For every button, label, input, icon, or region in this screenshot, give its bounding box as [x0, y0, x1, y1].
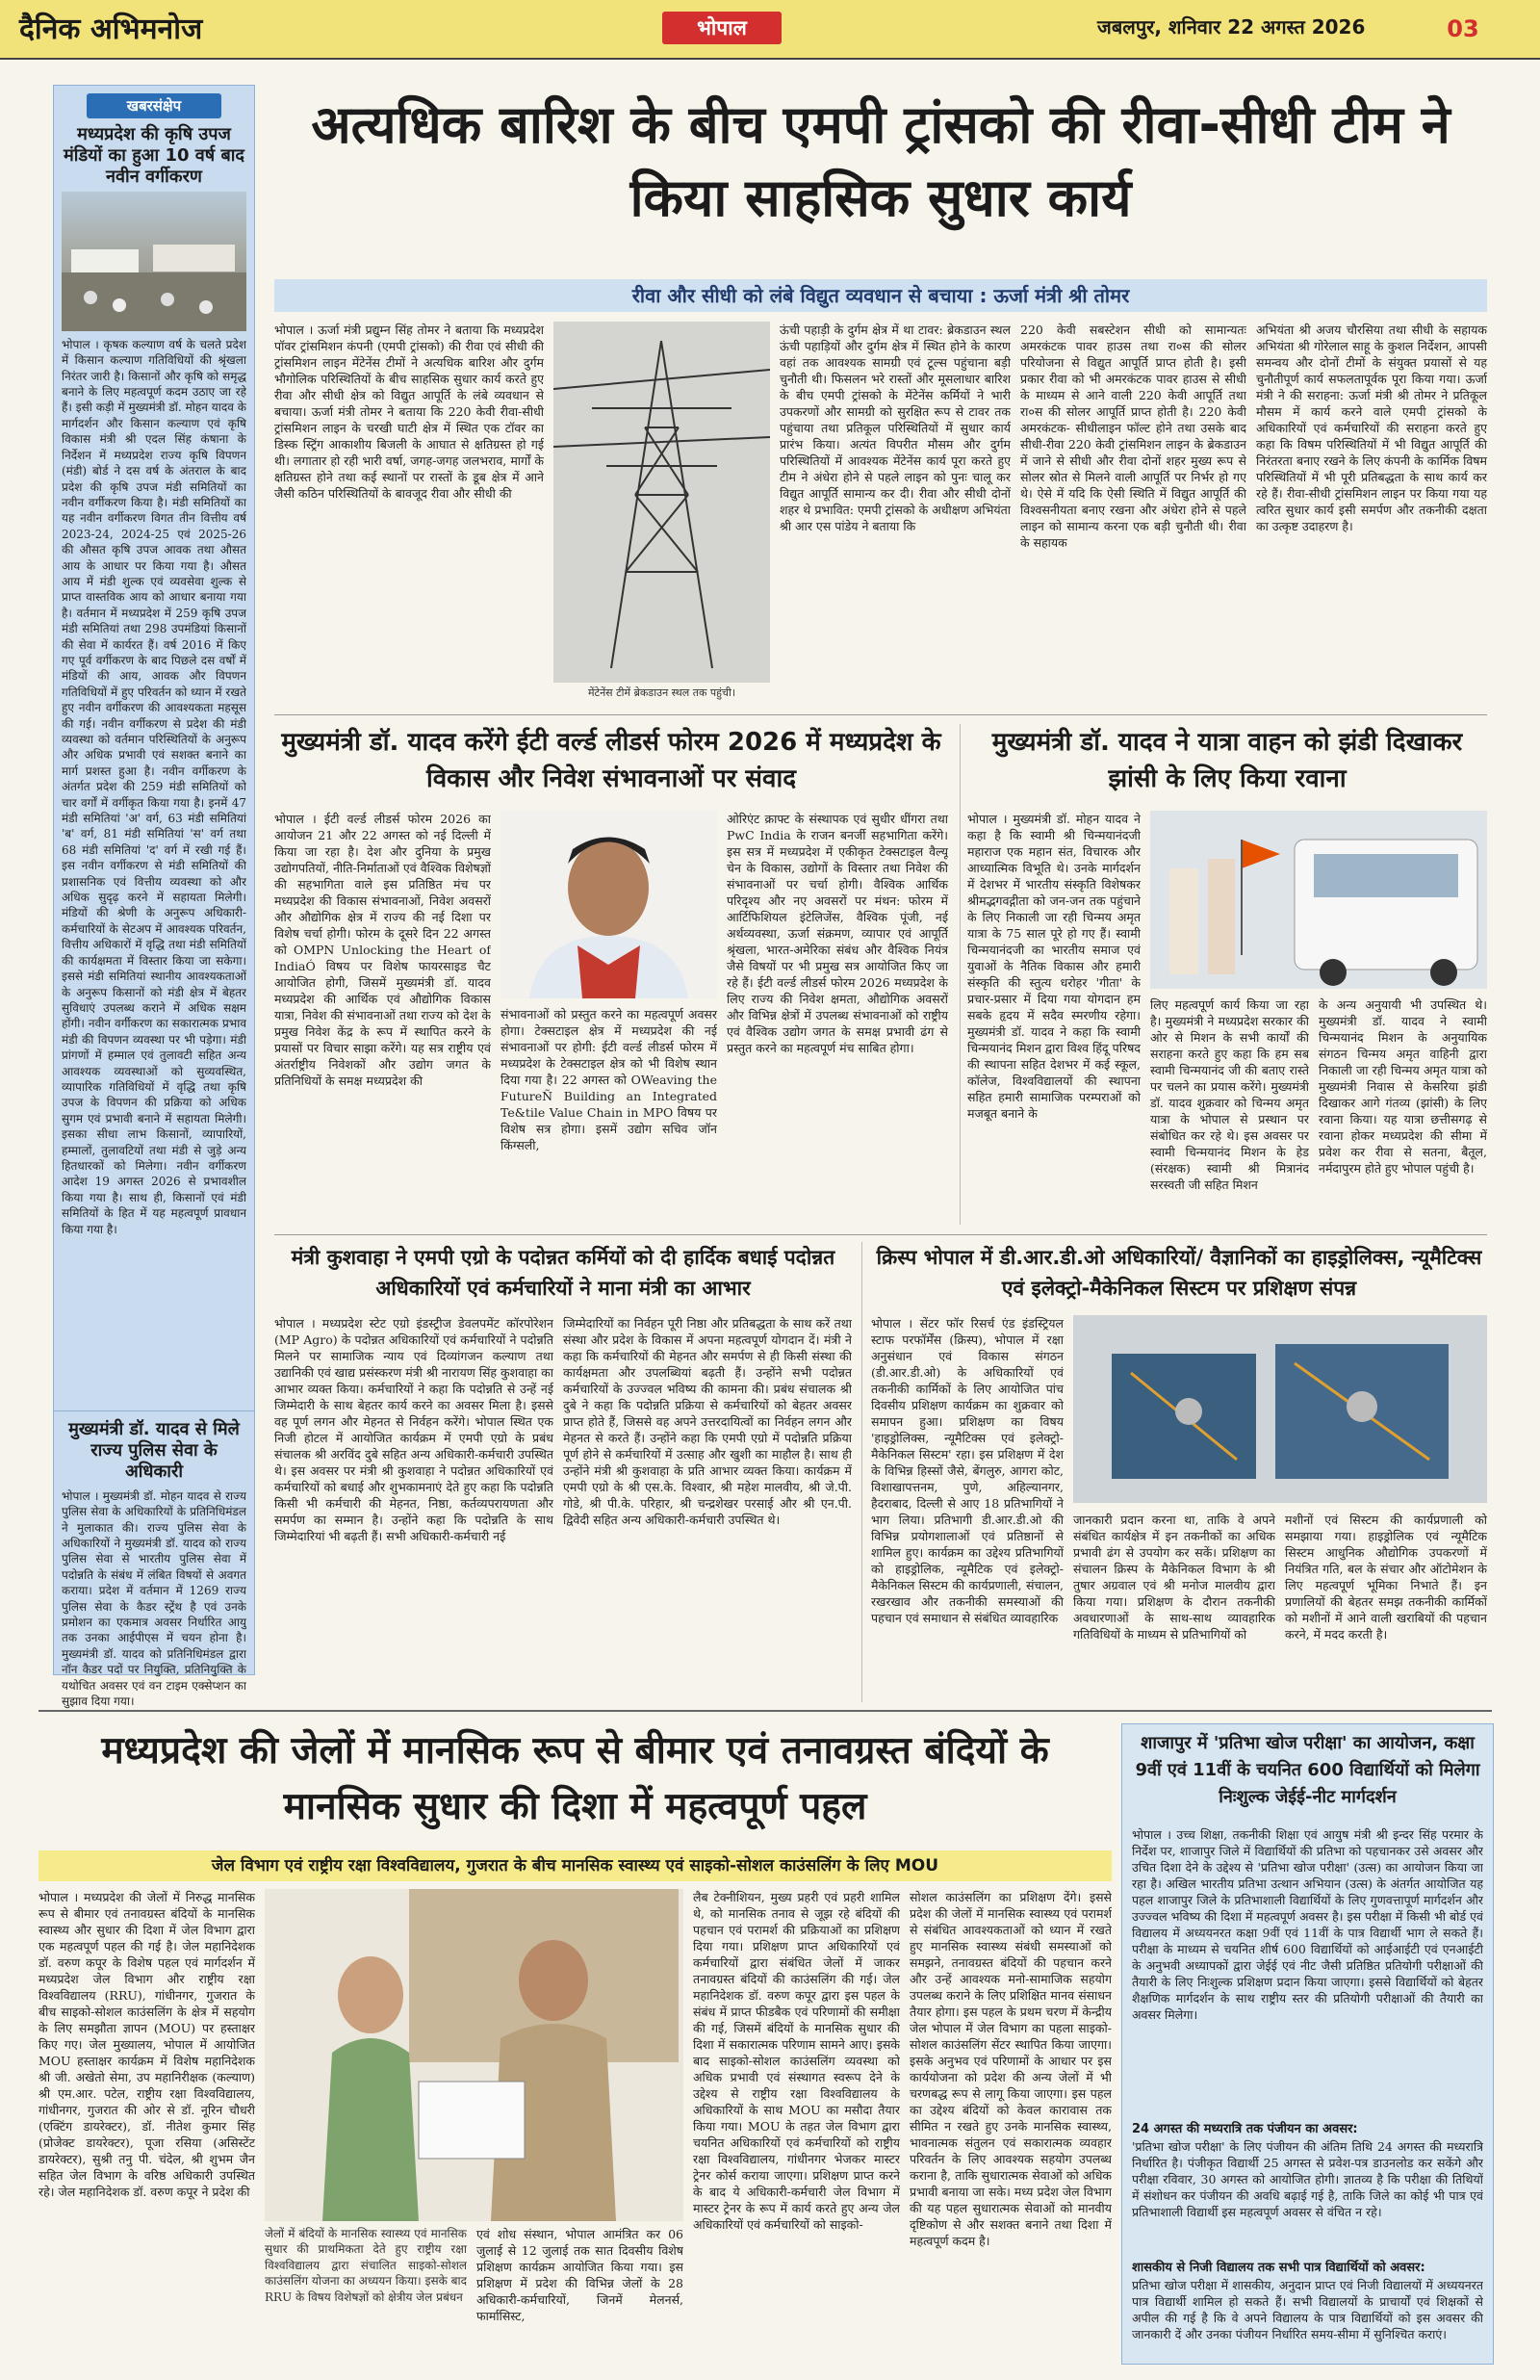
jail-col4: सोशल काउंसलिंग का प्रशिक्षण देंगे। इससे प्रदेश की जेलों में मानसिक स्वास्थ्य एवं परामर्श से संबंधित आवश्यकताओं को ध्यान में रखते हुए मानसिक स्वास्थ्य संबंधी समस्याओं को समझने, तनावग्रस्त बंदियों की पहचान करने और उन्हें आवश्यक मनो-सामाजिक सहयोग उपलब्ध कराने के लिए प्रशिक्षित मानव संसाधन तैयार होगा। इस पहल के प्रथम चरण में केन्द्रीय जेल भोपाल में जेल विभाग का पहला साइको-सोशल काउंसलिंग सेंटर स्थापित किया जाएगा। इसके अनुभव एवं परिणामों के आधार पर इस कार्ययोजना को प्रदेश की अन्य जेलों में भी चरणबद्ध रूप से लागू किया जाएगा। इस पहल का उद्देश्य बंदियों को केवल कारावास तक सीमित न रखते हुए उनके मानसिक स्वास्थ्य, भावनात्मक संतुलन एवं सकारात्मक व्यवहार परिवर्तन के लिए आवश्यक सहयोग उपलब्ध कराना है, ताकि सुधारात्मक सेवाओं को अधिक प्रभावी बनाया जा सके। मध्य प्रदेश जेल विभाग की यह पहल सुधारात्मक सेवाओं को मानवीय दृष्टिकोण से और सशक्त बनाने तथा दिशा में महत्वपूर्ण कदम है।: [910, 1890, 1112, 2248]
market-photo: [62, 192, 246, 331]
tower-photo: [553, 322, 770, 683]
forum-headline: मुख्यमंत्री डॉ. यादव करेंगे ईटी वर्ल्ड लीडर्स फोरम 2026 में मध्यप्रदेश के विकास और निवेश संभावनाओं पर संवाद: [281, 728, 941, 793]
transmission-tower-graphic: [553, 322, 770, 683]
cm-portrait-graphic: [500, 811, 717, 998]
divider: [38, 1710, 1492, 1712]
shajapur-body: भोपाल । उच्च शिक्षा, तकनीकी शिक्षा एवं आयुष मंत्री श्री इन्दर सिंह परमार के निर्देश पर, शाजापुर जिले में विद्यार्थियों की प्रतिभा को पहचानकर उसे अवसर और उचित दिशा देने के उद्देश्य से 'प्रतिभा खोज परीक्षा' (उत्स) का आयोजन किया जा रहा है। अखिल भारतीय प्रतिभा उत्थान अभियान (उत्स) के अंतर्गत आयोजित यह पहल शाजापुर जिले के प्रतिभाशाली विद्यार्थियों के लिए गुणवत्तापूर्ण मार्गदर्शन और उज्ज्वल भविष्य की दिशा में महत्वपूर्ण अवसर है। इस परीक्षा में किसी भी बोर्ड एवं विद्यालय में अध्ययनरत कक्षा 9वीं एवं 11वीं के पात्र विद्यार्थी भाग ले सकते हैं। परीक्षा के माध्यम से चयनित शीर्ष 600 विद्यार्थियों को आईआईटी एवं एनआईटी के अनुभवी अध्यापकों द्वारा जेईई एवं नीट जैसी प्रतिष्ठित प्रतियोगी परीक्षाओं की तैयारी के लिए निःशुल्क प्रशिक्षण प्रदान किया जाएगा। इससे विद्यार्थियों को बेहतर शैक्षणिक मार्गदर्शन के साथ राष्ट्रीय स्तर की प्रतियोगी परीक्षाओं की तैयारी का अवसर मिलेगा।: [1132, 1827, 1483, 2022]
lead-col2: ऊंची पहाड़ी के दुर्गम क्षेत्र में था टावर: ब्रेकडाउन स्थल ऊंची पहाड़ियों और दुर्गम क्षेत्र में स्थित होने के कारण वहां तक आवश्यक सामग्री एवं टूल्स पहुंचाना बड़ी चुनौती थी। फिसलन भरे रास्तों और मूसलाधार बारिश के बीच एमपी ट्रांसको के मेंटेनेंस कर्मियों ने भारी उपकरणों और सामग्री को सुरक्षित रूप से टावर तक पहुंचाया तथा प्रतिकूल परिस्थितियों में सुधार कार्य प्रारंभ किया। अत्यंत विपरीत मौसम और दुर्गम परिस्थितियों में आवश्यक मेंटेनेंस कार्य पूरा करते हुए टीम ने अंधेरा होने से पहले लाइन को पुनः चालू कर विद्युत आपूर्ति सामान्य कर दी। रीवा और सीधी दोनों शहर थे प्रभावित: एमपी ट्रांसको के अधीक्षण अभियंता श्री आर एस पांडेय ने बताया कि: [780, 323, 1011, 533]
divider: [960, 724, 961, 1225]
sidebar-story2-body: भोपाल । मुख्यमंत्री डॉ. मोहन यादव से राज्य पुलिस सेवा के अधिकारियों के प्रतिनिधिमंडल ने मुलाकात की। राज्य पुलिस सेवा के अधिकारियों ने मुख्यमंत्री डॉ. यादव को राज्य पुलिस सेवा से भारतीय पुलिस सेवा में पदोन्नति के संबंध में लंबित विषयों से अवगत कराया। प्रदेश में वर्तमान में 1269 राज्य पुलिस सेवा के कैडर स्ट्रेंथ है एवं उनके प्रमोशन का एकमात्र अवसर निर्धारित आयु तक उनका आईपीएस में चयन होना है। मुख्यमंत्री डॉ. यादव को प्रतिनिधिमंडल द्वारा नॉन कैडर पदों पर नियुक्ति, प्रतिनियुक्ति के यथोचित अवसर एवं वन टाइम एक्सेप्शन का सुझाव दिया गया।: [62, 1488, 246, 1708]
jhansi-col3: के अन्य अनुयायी भी उपस्थित थे। मुख्यमंत्री डॉ. यादव ने स्वामी चिन्मयानंद मिशन के अनुयायिक संगठन चिन्मय अमृत वाहिनी द्वारा निकाली जा रही चिन्मय अमृत यात्रा को मुख्यमंत्री निवास से केसरिया झंडी दिखाकर आगे गंतव्य (झांसी) के लिए रवाना किया। यह यात्रा छत्तीसगढ़ से रवाना होकर मध्यप्रदेश की सीमा में प्रवेश कर रीवा से सतना, बैतूल, नर्मदापुरम होते हुए भोपाल पहुंची है।: [1319, 997, 1487, 1176]
jail-col2: एवं शोध संस्थान, भोपाल आमंत्रित कर 06 जुलाई से 12 जुलाई तक सात दिवसीय विशेष प्रशिक्षण कार्यक्रम आयोजित किया गया। इस प्रशिक्षण में प्रदेश की विभिन्न जेलों के 28 अधिकारी-कर्मचारियों, जिनमें मेलनर्स, फार्मासिस्ट,: [476, 2227, 683, 2323]
tower-photo-caption: मेंटेनेंस टीमें ब्रेकडाउन स्थल तक पहुंची।: [587, 686, 736, 699]
mou-photo-caption: जेलों में बंदियों के मानसिक स्वास्थ्य एवं मानसिक सुधार की प्राथमिकता देते हुए राष्ट्रीय रक्षा विश्वविद्यालय द्वारा संचालित साइको-सोशल काउंसलिंग योजना का अध्ययन किया। इसके बाद RRU के विषय विशेषज्ञों को क्षेत्रीय जेल प्रबंधन: [265, 2227, 467, 2304]
yatra-vehicle-graphic: [1150, 811, 1487, 989]
crisp-col3: मशीनों एवं सिस्टम की कार्यप्रणाली को समझाया गया। हाइड्रोलिक एवं न्यूमैटिक सिस्टम आधुनिक औद्योगिक उपकरणों में नियंत्रित गति, बल के संचार और ऑटोमेशन के लिए महत्वपूर्ण भूमिका निभाते हैं। इन प्रणालियों की बेहतर समझ तकनीकी कार्मिकों को मशीनों में आने वाली खराबियों की पहचान करने, में मदद करती है।: [1285, 1513, 1487, 1642]
jhansi-col1: भोपाल । मुख्यमंत्री डॉ. मोहन यादव ने कहा है कि स्वामी श्री चिन्मयानंदजी महाराज एक महान संत, विचारक और आध्यात्मिक विभूति थे। उनके मार्गदर्शन में देशभर में भारतीय संस्कृति विशेषकर श्रीमद्भगवद्गीता को जन-जन तक पहुंचाने के लिए निकाली जा रही चिन्मय अमृत यात्रा के 75 साल पूरे हो गए हैं। स्वामी चिन्मयानंदजी का भारतीय समाज एवं युवाओं के नैतिक विकास और हमारी संस्कृति की स्तुत्य धरोहर 'गीता' के प्रचार-प्रसार में दिया गया योगदान हम सबके हृदय में सदैव स्मरणीय रहेगा। मुख्यमंत्री डॉ. यादव ने कहा कि स्वामी चिन्मयानंद मिशन द्वारा विश्व हिंदू परिषद की स्थापना सहित देशभर में कई स्कूल, कॉलेज, विश्वविद्यालयों की स्थापना सहित हमारी सामाजिक परम्पराओं को मजबूत बनाने के: [967, 812, 1141, 1121]
sidebar: [53, 85, 255, 1708]
crisp-col2: जानकारी प्रदान करना था, ताकि वे अपने संबंधित कार्यक्षेत्र में इन तकनीकों का अधिक प्रभावी ढंग से उपयोग कर सकें। प्रशिक्षण का संचालन क्रिस्प के मैकेनिकल विभाग के श्री तुषार अग्रवाल एवं श्री मनोज मालवीय द्वारा किया गया। प्रशिक्षण के दौरान तकनीकी अवधारणाओं के साथ-साथ व्यावहारिक गतिविधियों के माध्यम से प्रतिभागियों को: [1073, 1513, 1275, 1642]
shajapur-body2: 'प्रतिभा खोज परीक्षा' के लिए पंजीयन की अंतिम तिथि 24 अगस्त की मध्यरात्रि निर्धारित है। पंजीकृत विद्यार्थी 25 अगस्त से प्रवेश-पत्र डाउनलोड कर सकेंगे और परीक्षा रविवार, 30 अगस्त को आयोजित होगी। ज्ञातव्य है कि परीक्षा की तिथियों में संशोधन कर पंजीयन की अवधि बढ़ाई गई है, ताकि जिले का कोई भी पात्र एवं प्रतिभाशाली विद्यार्थी इस महत्वपूर्ण अवसर से वंचित न रहे।: [1132, 2139, 1483, 2219]
jail-col1: भोपाल । मध्यप्रदेश की जेलों में निरुद्ध मानसिक रूप से बीमार एवं तनावग्रस्त बंदियों के मानसिक स्वास्थ्य और सुधार की दिशा में जेल विभाग द्वारा एक महत्वपूर्ण पहल की गई है। जेल महानिदेशक डॉ. वरुण कपूर के विशेष पहल एवं मार्गदर्शन में मध्यप्रदेश जेल विभाग और राष्ट्रीय रक्षा विश्वविद्यालय (RRU), गांधीनगर, गुजरात के बीच साइको-सोशल काउंसलिंग के क्षेत्र में सहयोग के लिए समझौता ज्ञापन (MOU) पर हस्ताक्षर किए गए। जेल मुख्यालय, भोपाल में आयोजित MOU हस्ताक्षर कार्यक्रम में विशेष महानिदेशक श्री जी. अखेतो सेमा, उप महानिरीक्षक (कल्याण) श्री एम.आर. पटेल, राष्ट्रीय रक्षा विश्वविद्यालय, गांधीनगर, गुजरात की ओर से डॉ. नूरिन चौधरी (एक्टिंग डायरेक्टर), डॉ. नीतेश कुमार सिंह (प्रोजेक्ट डायरेक्टर), पूजा रसिया (असिस्टेंट डायरेक्टर), सुश्री तनु पी. चंदेल, श्री शुभम जैन सहित जेल विभाग के वरिष्ठ अधिकारी उपस्थित रहे। जेल महानिदेशक डॉ. वरुण कपूर ने प्रदेश की: [38, 1890, 255, 2199]
mou-signing-photo: [265, 1889, 683, 2221]
training-lab-graphic: [1073, 1315, 1487, 1503]
crisp-col1: भोपाल । सेंटर फॉर रिसर्च एंड इंडस्ट्रियल स्टाफ परफॉर्मेंस (क्रिस्प), भोपाल में रक्षा अनुसंधान एवं विकास संगठन (डी.आर.डी.ओ) के अधिकारियों एवं तकनीकी कार्मिकों के लिए आयोजित पांच दिवसीय प्रशिक्षण कार्यक्रम का शुक्रवार को समापन हुआ। प्रशिक्षण का विषय 'हाइड्रोलिक्स, न्यूमैटिक्स एवं इलेक्ट्रो-मैकेनिकल सिस्टम' रहा। इस प्रशिक्षण में देश के विभिन्न हिस्सों जैसे, बेंगलुरु, आगरा कोट, विशाखापत्तनम, पुणे, अहिल्यानगर, हैदराबाद, दिल्ली से आए 18 प्रतिभागियों ने भाग लिया। प्रतिभागी डी.आर.डी.ओ की विभिन्न प्रयोगशालाओं एवं प्रतिष्ठानों से शामिल हुए। कार्यक्रम का उद्देश्य प्रतिभागियों को हाइड्रोलिक, न्यूमैटिक एवं इलेक्ट्रो-मैकेनिकल सिस्टम की कार्यप्रणाली, संचालन, रखरखाव और तकनीकी समस्याओं की पहचान एवं समाधान से संबंधित व्यावहारिक: [871, 1316, 1064, 1625]
lead-col1: भोपाल । ऊर्जा मंत्री प्रद्युम्न सिंह तोमर ने बताया कि मध्यप्रदेश पॉवर ट्रांसमिशन कंपनी (एमपी ट्रांसको) की रीवा एवं सीधी की ट्रांसमिशन लाइन मेंटेनेंस टीमों ने अत्यधिक बारिश और दुर्गम भौगोलिक परिस्थितियों के बीच साहसिक सुधार कार्य करते हुए रीवा और सीधी क्षेत्र को विद्युत आपूर्ति के लंबे व्यवधान से बचाया। ऊर्जा मंत्री तोमर ने बताया कि 220 केवी रीवा-सीधी ट्रांसमिशन लाइन के चरखी घाटी क्षेत्र में स्थित एक टॉवर का डिस्क स्ट्रिंग आकाशीय बिजली के आघात से क्षतिग्रस्त हो गई थी। लगातार हो रही भारी वर्षा, जगह-जगह जलभराव, मार्गों के क्षतिग्रस्त होने तथा कई स्थानों पर रास्तों के डूब क्षेत्र में आने जैसी कठिन परिस्थितियों के बावजूद रीवा और सीधी की: [274, 323, 544, 501]
mpagro-col2: जिम्मेदारियों का निर्वहन पूरी निष्ठा और प्रतिबद्धता के साथ करें तथा संस्था और प्रदेश के विकास में अपना महत्वपूर्ण योगदान दें। मंत्री ने कहा कि कर्मचारियों की मेहनत और समर्पण से ही किसी संस्था की कार्यक्षमता और उपलब्धियां बढ़ती हैं। उन्होंने सभी पदोन्नत कर्मचारियों के उज्ज्वल भविष्य की कामना की। प्रबंध संचालक श्री दुबे ने कहा कि पदोन्नति प्रक्रिया से कर्मचारियों को बेहतर अवसर प्राप्त होते हैं, जिससे वह अपने उत्तरदायित्वों का निर्वहन लगन और मेहनत से करते हैं। उन्होंने कहा कि एमपी एग्रो में पदोन्नति प्रक्रिया पूर्ण होने से कर्मचारियों में उत्साह और खुशी का माहौल है। साथ ही उन्होंने मंत्री श्री कुशवाहा के प्रति आभार व्यक्त किया। कार्यक्रम में एमपी एग्रो के श्री एस.के. विश्वार, श्री महेश मालवीय, श्री जे.पी. गोडे, श्री पी.के. परिहार, श्री चन्द्रशेखर परसाई और श्री एन.पी. द्विवेदी सहित अन्य अधिकारी-कर्मचारी उपस्थित थे।: [563, 1316, 852, 1527]
sidebar-tag: खबरसंक्षेप: [87, 93, 221, 118]
shajapur-box: [1121, 1723, 1494, 2365]
mou-signing-graphic: [265, 1889, 683, 2221]
dateline: जबलपुर, शनिवार 22 अगस्त 2026: [1097, 15, 1366, 39]
lead-subhead-band: [274, 279, 1487, 312]
shajapur-sub1: 24 अगस्त की मध्यरात्रि तक पंजीयन का अवसर:: [1132, 2122, 1358, 2136]
lead-subhead: रीवा और सीधी को लंबे विद्युत व्यवधान से बचाया : ऊर्जा मंत्री श्री तोमर: [631, 284, 1130, 307]
divider: [274, 714, 1487, 715]
training-lab-photo: [1073, 1315, 1487, 1503]
sidebar-story2-headline: मुख्यमंत्री डॉ. यादव से मिले राज्य पुलिस सेवा के अधिकारी: [54, 1410, 254, 1487]
forum-col2: संभावनाओं को प्रस्तुत करने का महत्वपूर्ण अवसर होगा। टेक्सटाइल क्षेत्र में मध्यप्रदेश की नई संभावनाओं पर होगी: ईटी वर्ल्ड लीडर्स फोरम में मध्यप्रदेश के टेक्सटाइल क्षेत्र को भी विशेष स्थान दिया गया है। 22 अगस्त को OWeaving the FutureÑ Building an Integrated Te&tile Value Chain in MPO विषय पर विशेष सत्र होगा। इसमें उद्योग सचिव जॉन किंग्सली,: [500, 1007, 717, 1152]
divider: [274, 1234, 1487, 1235]
shajapur-body3: प्रतिभा खोज परीक्षा में शासकीय, अनुदान प्राप्त एवं निजी विद्यालयों में अध्ययनरत पात्र विद्यार्थी शामिल हो सकते हैं। सभी विद्यालयों के प्राचार्यों एवं शिक्षकों से अपील की गई है कि वे अपने विद्यालय के पात्र विद्यार्थियों को इस अवसर की जानकारी दें और उनका पंजीयन निर्धारित समय-सीमा में सुनिश्चित कराएं।: [1132, 2278, 1483, 2341]
jail-headline: मध्यप्रदेश की जेलों में मानसिक रूप से बीमार एवं तनावग्रस्त बंदियों के मानसिक सुधार की दिशा में महत्वपूर्ण पहल: [101, 1729, 1049, 1828]
shajapur-sub2: शासकीय से निजी विद्यालय तक सभी पात्र विद्यार्थियों को अवसर:: [1132, 2261, 1425, 2275]
section-badge: [662, 12, 782, 44]
shajapur-headline: शाजापुर में 'प्रतिभा खोज परीक्षा' का आयोजन, कक्षा 9वीं एवं 11वीं के चयनित 600 विद्यार्थियों को मिलेगा निःशुल्क जेईई-नीट मार्गदर्शन: [1135, 1733, 1480, 1807]
cm-portrait-photo: [500, 811, 717, 998]
masthead: [0, 0, 1540, 60]
jail-col3: लैब टेक्नीशियन, मुख्य प्रहरी एवं प्रहरी शामिल थे, को मानसिक तनाव से जूझ रहे बंदियों की पहचान एवं परामर्श की प्रक्रियाओं का प्रशिक्षण दिया गया। प्रशिक्षण प्राप्त अधिकारियों एवं कर्मचारियों द्वारा संबंधित जेलों में जाकर तनावग्रस्त बंदियों की काउंसलिंग की गई। जेल महानिदेशक डॉ. वरुण कपूर द्वारा इस पहल के संबंध में प्राप्त फीडबैक एवं परिणामों की समीक्षा की गई, जिसमें बंदियों के मानसिक सुधार की दिशा में सकारात्मक परिणाम सामने आए। इसके बाद साइको-सोशल काउंसलिंग व्यवस्था को अधिक प्रभावी एवं संस्थागत स्वरूप देने के उद्देश्य से राष्ट्रीय रक्षा विश्वविद्यालय के अधिकारियों के साथ MOU का मसौदा तैयार किया गया। MOU के तहत जेल विभाग द्वारा चयनित अधिकारियों एवं कर्मचारियों को राष्ट्रीय रक्षा विश्वविद्यालय, गांधीनगर भेजकर मास्टर ट्रेनर कोर्स कराया जाएगा। प्रशिक्षण प्राप्त करने के बाद ये अधिकारी-कर्मचारी जेल विभाग में मास्टर ट्रेनर के रूप में कार्य करते हुए अन्य जेल अधिकारियों एवं कर्मचारियों को साइको-: [693, 1890, 900, 2232]
mpagro-headline: मंत्री कुशवाहा ने एमपी एग्रो के पदोन्नत कर्मियों को दी हार्दिक बधाई पदोन्नत अधिकारियों एवं कर्मचारियों ने माना मंत्री का आभार: [291, 1246, 835, 1300]
lead-col3: 220 केवी सबस्टेशन सीधी को सामान्यतः अमरकंटक पावर हाउस तथा रा०स की सोलर परियोजना से विद्युत आपूर्ति प्राप्त होती है। इसी प्रकार रीवा को भी अमरकंटक पावर हाउस से सीधी के माध्यम से आने वाली 220 केवी आपूर्ति तथा रा०स की सोलर आपूर्ति प्राप्त होती है। 220 केवी अमरकंटक- सीधीलाइन फॉल्ट होने तथा उसके बाद सीधी-रीवा 220 केवी ट्रांसमिशन लाइन के ब्रेकडाउन में जाने से सीधी और रीवा दोनों शहर मुख्य रूप से सोलर स्रोत से मिलने वाली आपूर्ति पर निर्भर हो गए थे। ऐसे में यदि कि ऐसी स्थिति में विद्युत आपूर्ति की विश्वसनीयता बनाए रखना और अंधेरा होने से पहले लाइन को सामान्य करना एक बड़ी चुनौती थी। रीवा के सहायक: [1020, 323, 1246, 550]
jhansi-headline: मुख्यमंत्री डॉ. यादव ने यात्रा वाहन को झंडी दिखाकर झांसी के लिए किया रवाना: [991, 728, 1463, 793]
sidebar-story1-headline: मध्यप्रदेश की कृषि उपज मंडियों का हुआ 10 वर्ष बाद नवीन वर्गीकरण: [64, 124, 244, 187]
forum-col3: ओरिएंट क्राफ्ट के संस्थापक एवं सुधीर धींगरा तथा PwC India के राजन बनर्जी सहभागिता करेंगे। इस सत्र में मध्यप्रदेश में एकीकृत टेक्सटाइल वैल्यू चेन के विकास, उद्योगों के विस्तार तथा निवेश की संभावनाओं पर चर्चा होगी। वैश्विक आर्थिक परिदृश्य और नए अवसरों पर मंथन: फोरम में आर्टिफिशियल इंटेलिजेंस, वैश्विक पूंजी, नई अर्थव्यवस्था, ऊर्जा संक्रमण, व्यापार एवं आपूर्ति श्रृंखला, भारत-अमेरिका संबंध और वैश्विक नियंत्र जैसे विषयों पर भी प्रमुख सत्र आयोजित किए जा रहे हैं। ईटी वर्ल्ड लीडर्स फोरम 2026 मध्यप्रदेश के लिए राज्य की निवेश क्षमता, औद्योगिक अवसरों और विभिन्न क्षेत्रों में उपलब्ध संभावनाओं को राष्ट्रीय एवं वैश्विक उद्योग जगत के समक्ष प्रभावी ढंग से प्रस्तुत करने का महत्वपूर्ण मंच साबित होगा।: [727, 812, 948, 1055]
lead-col4: अभियंता श्री अजय चौरसिया तथा सीधी के सहायक अभियंता श्री गोरेलाल साहू के कुशल निर्देशन, आपसी समन्वय और दोनों टीमों के संयुक्त प्रयासों से यह चुनौतीपूर्ण कार्य सफलतापूर्वक पूरा किया गया। ऊर्जा मंत्री ने की सराहना: ऊर्जा मंत्री श्री तोमर ने प्रतिकूल मौसम में कार्य करने वाले एमपी ट्रांसको के अधिकारियों एवं कर्मचारियों की सराहना करते हुए कहा कि विषम परिस्थितियों में भी विद्युत आपूर्ति की निरंतरता बनाए रखने के लिए कंपनी के कार्मिक विषम परिस्थितियों में भी पूरी प्रतिबद्धता के साथ कार्य कर रहे हैं। रीवा-सीधी ट्रांसमिशन लाइन पर किया गया यह त्वरित सुधार कार्य इसी समर्पण और तकनीकी दक्षता का उत्कृष्ट उदाहरण है।: [1256, 323, 1487, 533]
jail-subhead: जेल विभाग एवं राष्ट्रीय रक्षा विश्वविद्यालय, गुजरात के बीच मानसिक स्वास्थ्य एवं साइको-सोशल काउंसलिंग के लिए MOU: [211, 1856, 939, 1876]
lead-headline: अत्यधिक बारिश के बीच एमपी ट्रांसको की रीवा-सीधी टीम ने किया साहसिक सुधार कार्य: [311, 94, 1450, 228]
section-label: भोपाल: [697, 16, 747, 39]
forum-col1: भोपाल । ईटी वर्ल्ड लीडर्स फोरम 2026 का आयोजन 21 और 22 अगस्त को नई दिल्ली में किया जा रहा है। देश और दुनिया के प्रमुख उद्योगपतियों, नीति-निर्माताओं एवं वैश्विक विशेषज्ञों की सहभागिता वाले इस प्रतिष्ठित मंच पर मध्यप्रदेश की विकास संभावनाओं, निवेश अवसरों और औद्योगिक क्षेत्र में राज्य की नई दिशा पर विशेष चर्चा होगी। फोरम के दूसरे दिन 22 अगस्त को OMPN Unlocking the Heart of IndiaÓ विषय पर विशेष फायरसाइड चैट आयोजित होगी, जिसमें मुख्यमंत्री डॉ. यादव मध्यप्रदेश की आर्थिक एवं औद्योगिक विकास यात्रा, निवेश की संभावनाओं तथा राज्य को देश के प्रमुख निवेश केंद्र के रूप में स्थापित करने के प्रयासों पर विचार साझा करेंगे। यह सत्र राष्ट्रीय एवं अंतर्राष्ट्रीय निवेशकों और उद्योग जगत के प्रतिनिधियों के समक्ष मध्यप्रदेश की: [274, 812, 491, 1088]
jhansi-col2: लिए महत्वपूर्ण कार्य किया जा रहा है। मुख्यमंत्री ने मध्यप्रदेश सरकार की ओर से मिशन के सभी कार्यों की सराहना करते हुए कहा कि हम सब स्वामी चिन्मयानंद जी की बताए रास्ते पर चलने का प्रयास करेंगे। मुख्यमंत्री डॉ. यादव शुक्रवार को चिन्मय अमृत यात्रा के भोपाल से प्रस्थान पर संबोधित कर रहे थे। इस अवसर पर स्वामी चिन्मयानंद मिशन के हेड (संरक्षक) स्वामी श्री मित्रानंद सरस्वती जी सहित मिशन: [1150, 997, 1309, 1192]
page-number: 03: [1447, 15, 1479, 42]
sidebar-story1-body: भोपाल । कृषक कल्याण वर्ष के चलते प्रदेश में किसान कल्याण गतिविधियों की श्रृंखला निरंतर जारी है। किसानों और कृषि को समृद्ध बनाने के लिए महत्वपूर्ण कदम उठाए जा रहे हैं। इसी कड़ी में मुख्यमंत्री डॉ. मोहन यादव के मार्गदर्शन और किसान कल्याण एवं कृषि विकास मंत्री श्री एदल सिंह कंषाना के निर्देशन में मध्यप्रदेश राज्य कृषि विपणन (मंडी) बोर्ड ने दस वर्ष के अंतराल के बाद प्रदेश की कृषि उपज मंडी समितियों का नवीन वर्गीकरण किया है। मंडी समितियों का यह नवीन वर्गीकरण विगत तीन वित्तीय वर्ष 2023-24, 2024-25 एवं 2025-26 की औसत कृषि उपज आवक तथा औसत आय के आधार पर किया गया है। औसत आय में मंडी शुल्क एवं व्यवसेवा शुल्क से प्राप्त वास्तविक आय को आधार बनाया गया है। वर्तमान में मध्यप्रदेश में 259 कृषि उपज मंडी समितियां तथा 298 उपमंडियां किसानों की सेवा में कार्यरत हैं। वर्ष 2016 में किए गए पूर्व वर्गीकरण के बाद पिछले दस वर्षों में मंडियों की आय, आवक और विपणन गतिविधियों में हुए परिवर्तन को ध्यान में रखते हुए नवीन वर्गीकरण की आवश्यकता महसूस की गई। नवीन वर्गीकरण से प्रदेश की मंडी व्यवस्था को वर्तमान परिस्थितियों के अनुरूप और अधिक प्रभावी एवं सशक्त बनाने का मार्ग प्रशस्त हुआ है। नवीन वर्गीकरण के अंतर्गत प्रदेश की 259 मंडी समितियों को चार वर्गों में वर्गीकृत किया गया है। इनमें 47 मंडी समितियां 'अ' वर्ग, 63 मंडी समितियां 'ब' वर्ग, 81 मंडी समितियां 'स' वर्ग तथा 68 मंडी समितियां 'द' वर्ग में रखी गई हैं। इस नवीन वर्गीकरण से मंडी समितियों की प्रशासनिक एवं वित्तीय व्यवस्था को और अधिक सुदृढ़ करने में सहायता मिलेगी। मंडियों की श्रेणी के अनुरूप अधिकारी-कर्मचारियों के सेटअप में आवश्यक परिवर्तन, वित्तीय अधिकारों में वृद्धि तथा मंडी समितियों की कार्यक्षमता में विस्तार किया जा सकेगा। इससे मंडी समितियां स्थानीय आवश्यकताओं के अनुरूप किसानों को मंडी क्षेत्र में बेहतर सुविधाएं उपलब्ध कराने में अधिक सक्षम होंगी। नवीन वर्गीकरण का सकारात्मक प्रभाव मंडी की विपणन व्यवस्था पर भी पड़ेगा। मंडी प्रांगणों में हम्माल एवं तुलावटी सहित अन्य आवश्यक व्यवस्थाओं को सुव्यवस्थित, व्यापारिक गतिविधियों में वृद्धि तथा कृषि उपज के विपणन की प्रक्रिया को अधिक सुगम एवं प्रभावी बनाने में सहायता मिलेगी। इसका सीधा लाभ किसानों, व्यापारियों, हम्मालों, तुलावटियों तथा मंडी से जुड़े अन्य हितधारकों को मिलेगा। नवीन वर्गीकरण आदेश 19 अगस्त 2026 से प्रभावशील किया गया है। साथ ही, किसानों एवं मंडी समितियों के हित में यह महत्वपूर्ण प्रावधान किया गया है।: [62, 337, 246, 1236]
mpagro-col1: भोपाल । मध्यप्रदेश स्टेट एग्रो इंडस्ट्रीज डेवलपमेंट कॉरपोरेशन (MP Agro) के पदोन्नत अधिकारियों एवं कर्मचारियों ने पदोन्नति मिलने पर सामाजिक न्याय एवं दिव्यांगजन कल्याण तथा उद्यानिकी एवं खाद्य प्रसंस्करण मंत्री श्री नारायण सिंह कुशवाहा का आभार व्यक्त किया। कर्मचारियों ने कहा कि पदोन्नति से उन्हें नई जिम्मेदारी के साथ बेहतर कार्य करने का अवसर मिला है। इससे वह पूर्ण लगन और मेहनत से निर्वहन करेंगे। भोपाल स्थित एक निजी होटल में आयोजित कार्यक्रम में एमपी एग्रो के प्रबंध संचालक श्री अरविंद दुबे सहित अन्य अधिकारी-कर्मचारी उपस्थित थे। इस अवसर पर मंत्री श्री कुशवाहा ने पदोन्नत अधिकारियों एवं कर्मचारियों को बधाई और शुभकामनाएं देते हुए कहा कि पदोन्नति किसी भी कर्मचारी की मेहनत, निष्ठा, कर्तव्यपरायणता और समर्पण का सम्मान है। उन्होंने कहा कि पदोन्नति के साथ जिम्मेदारियां भी बढ़ती हैं। सभी अधिकारी-कर्मचारी नई: [274, 1316, 553, 1543]
newspaper-logo: दैनिक अभिमनोज: [19, 13, 203, 46]
market-photo-graphic: [62, 192, 246, 331]
yatra-vehicle-photo: [1150, 811, 1487, 989]
crisp-headline: क्रिस्प भोपाल में डी.आर.डी.ओ अधिकारियों/ वैज्ञानिकों का हाइड्रोलिक्स, न्यूमैटिक्स एवं इलेक्ट्रो-मैकेनिकल सिस्टम पर प्रशिक्षण संपन्न: [876, 1246, 1482, 1300]
jail-subhead-band: [38, 1850, 1112, 1881]
divider: [861, 1242, 862, 1702]
